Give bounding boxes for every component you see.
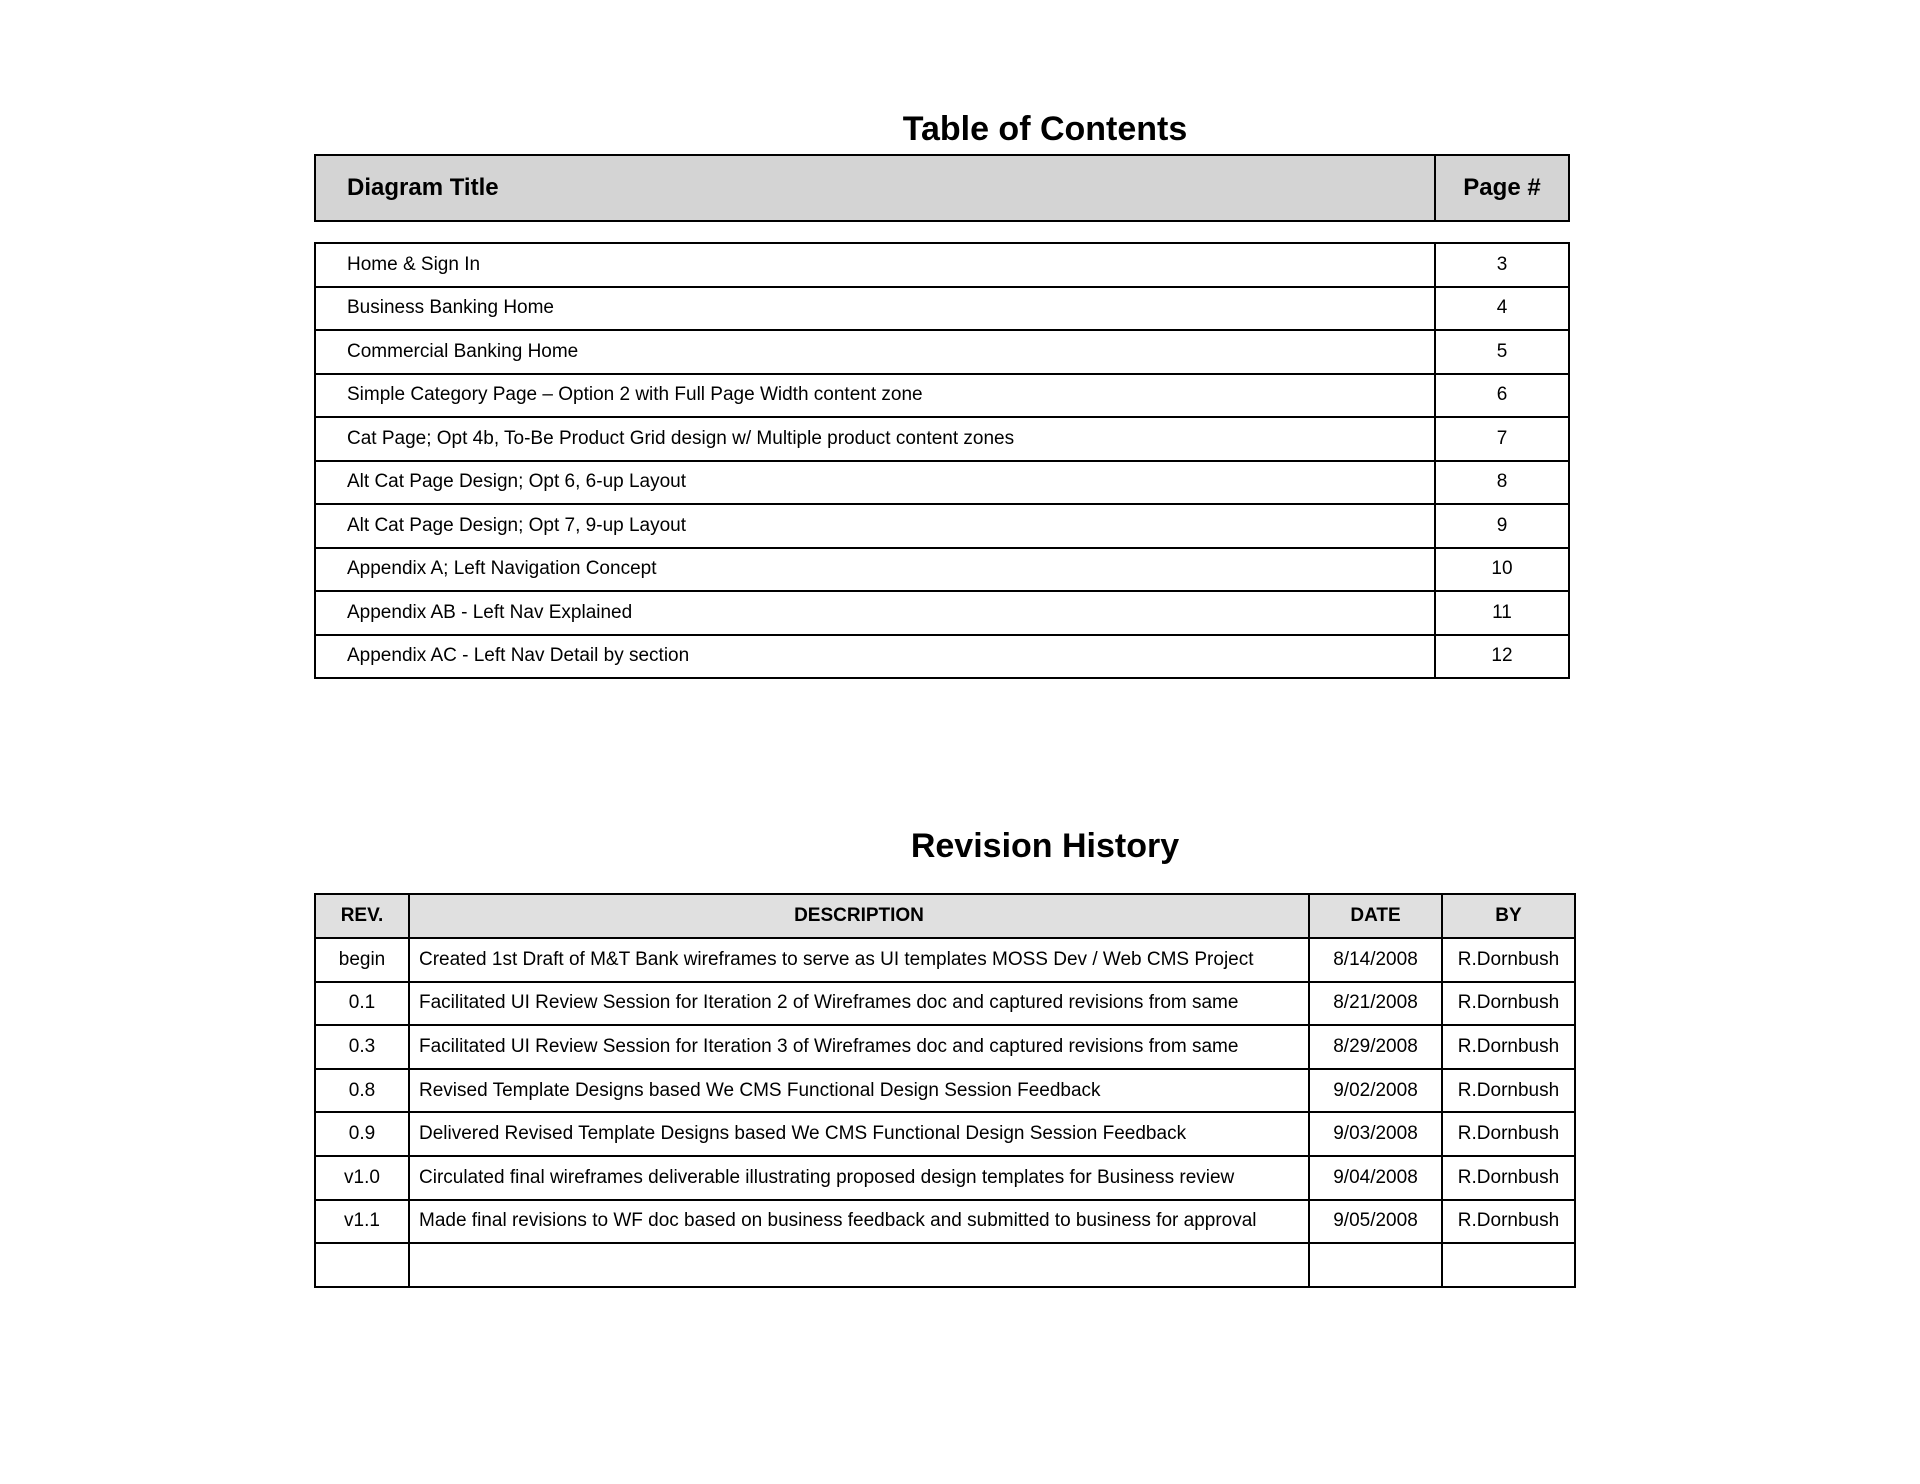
revision-date: 8/29/2008 — [1309, 1025, 1442, 1069]
revision-row — [315, 1069, 1575, 1113]
by-header: BY — [1442, 894, 1575, 938]
toc-row — [315, 461, 1569, 505]
toc-header-page: Page # — [1435, 155, 1569, 221]
revision-number: 0.8 — [315, 1069, 409, 1113]
date-header: DATE — [1309, 894, 1442, 938]
revision-history-title: Revision History — [910, 827, 1180, 865]
revision-date: 9/02/2008 — [1309, 1069, 1442, 1113]
revision-description: Circulated final wireframes deliverable illustrating proposed design templates for Business review — [409, 1156, 1309, 1200]
toc-diagram-title: Business Banking Home — [315, 287, 1435, 331]
revision-description: Made final revisions to WF doc based on business feedback and submitted to business for approval — [409, 1200, 1309, 1244]
toc-table — [314, 242, 1570, 679]
revision-number: begin — [315, 938, 409, 982]
revision-row — [315, 1025, 1575, 1069]
toc-diagram-title: Simple Category Page – Option 2 with Full Page Width content zone — [315, 374, 1435, 418]
toc-page-number: 8 — [1435, 461, 1569, 505]
revision-author: R.Dornbush — [1442, 982, 1575, 1026]
revision-description: Facilitated UI Review Session for Iteration 3 of Wireframes doc and captured revisions from same — [409, 1025, 1309, 1069]
revision-description: Facilitated UI Review Session for Iteration 2 of Wireframes doc and captured revisions from same — [409, 982, 1309, 1026]
toc-page-number: 4 — [1435, 287, 1569, 331]
toc-page-number: 9 — [1435, 504, 1569, 548]
revision-header-row — [315, 894, 1575, 938]
revision-description — [409, 1243, 1309, 1287]
revision-number: 0.9 — [315, 1112, 409, 1156]
toc-row — [315, 591, 1569, 635]
revision-date: 8/21/2008 — [1309, 982, 1442, 1026]
toc-diagram-title: Alt Cat Page Design; Opt 6, 6-up Layout — [315, 461, 1435, 505]
revision-date: 9/05/2008 — [1309, 1200, 1442, 1244]
revision-author: R.Dornbush — [1442, 1112, 1575, 1156]
toc-title: Table of Contents — [902, 110, 1188, 148]
revision-author: R.Dornbush — [1442, 1156, 1575, 1200]
revision-number — [315, 1243, 409, 1287]
revision-author: R.Dornbush — [1442, 1025, 1575, 1069]
revision-row — [315, 938, 1575, 982]
revision-date: 9/03/2008 — [1309, 1112, 1442, 1156]
toc-row — [315, 243, 1569, 287]
revision-date: 8/14/2008 — [1309, 938, 1442, 982]
revision-date: 9/04/2008 — [1309, 1156, 1442, 1200]
toc-diagram-title: Appendix AC - Left Nav Detail by section — [315, 635, 1435, 679]
revision-row — [315, 1112, 1575, 1156]
toc-row — [315, 287, 1569, 331]
revision-description: Revised Template Designs based We CMS Functional Design Session Feedback — [409, 1069, 1309, 1113]
toc-diagram-title: Cat Page; Opt 4b, To-Be Product Grid design w/ Multiple product content zones — [315, 417, 1435, 461]
revision-row — [315, 1243, 1575, 1287]
revision-author: R.Dornbush — [1442, 1200, 1575, 1244]
toc-page-number: 5 — [1435, 330, 1569, 374]
revision-row — [315, 1200, 1575, 1244]
toc-page-number: 11 — [1435, 591, 1569, 635]
revision-description: Delivered Revised Template Designs based We CMS Functional Design Session Feedback — [409, 1112, 1309, 1156]
toc-diagram-title: Home & Sign In — [315, 243, 1435, 287]
revision-number: 0.1 — [315, 982, 409, 1026]
toc-diagram-title: Appendix A; Left Navigation Concept — [315, 548, 1435, 592]
toc-row — [315, 330, 1569, 374]
revision-row — [315, 982, 1575, 1026]
revision-description: Created 1st Draft of M&T Bank wireframes to serve as UI templates MOSS Dev / Web CMS Project — [409, 938, 1309, 982]
toc-page-number: 3 — [1435, 243, 1569, 287]
revision-row — [315, 1156, 1575, 1200]
toc-row — [315, 548, 1569, 592]
toc-row — [315, 374, 1569, 418]
revision-history-table — [314, 893, 1576, 1288]
toc-page-number: 12 — [1435, 635, 1569, 679]
toc-diagram-title: Alt Cat Page Design; Opt 7, 9-up Layout — [315, 504, 1435, 548]
toc-row — [315, 635, 1569, 679]
toc-row — [315, 504, 1569, 548]
revision-number: v1.1 — [315, 1200, 409, 1244]
toc-page-number: 6 — [1435, 374, 1569, 418]
description-header: DESCRIPTION — [409, 894, 1309, 938]
toc-page-number: 7 — [1435, 417, 1569, 461]
toc-diagram-title: Appendix AB - Left Nav Explained — [315, 591, 1435, 635]
toc-diagram-title: Commercial Banking Home — [315, 330, 1435, 374]
revision-number: v1.0 — [315, 1156, 409, 1200]
revision-author — [1442, 1243, 1575, 1287]
rev-header: REV. — [315, 894, 409, 938]
toc-header-row — [315, 155, 1569, 221]
revision-author: R.Dornbush — [1442, 938, 1575, 982]
revision-author: R.Dornbush — [1442, 1069, 1575, 1113]
revision-date — [1309, 1243, 1442, 1287]
toc-page-number: 10 — [1435, 548, 1569, 592]
toc-row — [315, 417, 1569, 461]
revision-number: 0.3 — [315, 1025, 409, 1069]
toc-header-table — [314, 154, 1570, 222]
toc-header-diagram-title: Diagram Title — [315, 155, 1435, 221]
